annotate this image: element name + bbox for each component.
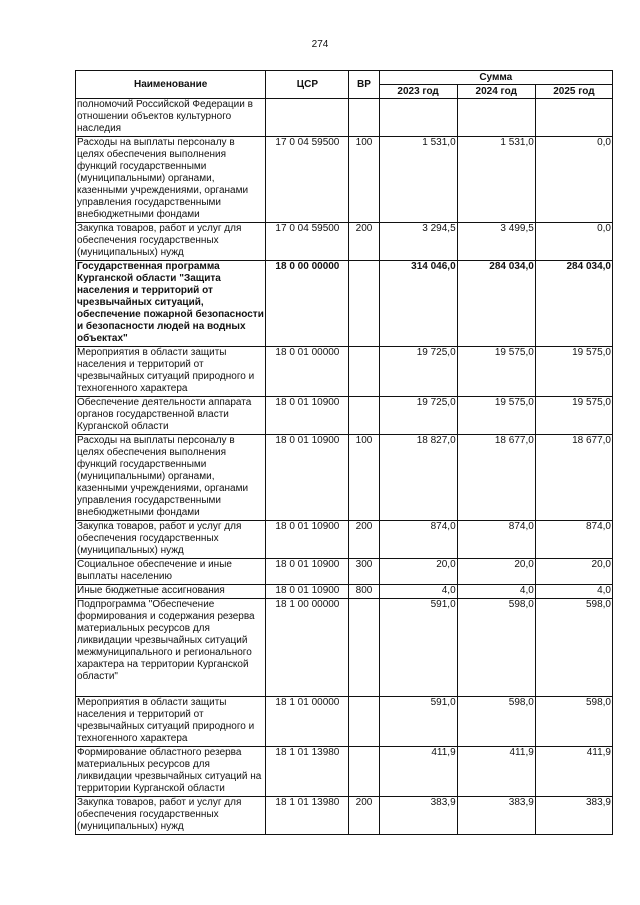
row-amount-2025-cell: 0,0 <box>535 137 612 223</box>
row-csr-cell: 18 0 01 10900 <box>266 397 349 435</box>
row-name-cell: Формирование областного резерва материальных ресурсов для ликвидации чрезвычайных ситуаций на территории Курганской области <box>76 747 266 797</box>
row-vr-cell <box>349 747 379 797</box>
table-row <box>76 99 613 137</box>
header-year-2023: 2023 год <box>379 85 457 99</box>
row-name-cell: Иные бюджетные ассигнования <box>76 585 266 599</box>
row-amount-2023-cell: 591,0 <box>379 599 457 697</box>
row-amount-2023-cell: 19 725,0 <box>379 397 457 435</box>
row-amount-2025-cell: 20,0 <box>535 559 612 585</box>
row-amount-2025-cell: 19 575,0 <box>535 347 612 397</box>
row-vr-cell <box>349 99 379 137</box>
row-amount-2023-cell: 3 294,5 <box>379 223 457 261</box>
table-row <box>76 397 613 435</box>
row-vr-cell: 200 <box>349 223 379 261</box>
row-amount-2025-cell: 4,0 <box>535 585 612 599</box>
header-name: Наименование <box>76 71 266 99</box>
page-number: 274 <box>311 39 329 50</box>
table-row <box>76 347 613 397</box>
row-amount-2024-cell: 1 531,0 <box>457 137 535 223</box>
budget-table <box>75 70 613 835</box>
row-vr-cell: 300 <box>349 559 379 585</box>
row-name-cell: Мероприятия в области защиты населения и территорий от чрезвычайных ситуаций природного и техногенного характера <box>76 697 266 747</box>
row-vr-cell: 200 <box>349 797 379 835</box>
row-amount-2024-cell: 3 499,5 <box>457 223 535 261</box>
row-csr-cell: 18 1 01 13980 <box>266 797 349 835</box>
row-csr-cell: 17 0 04 59500 <box>266 223 349 261</box>
row-amount-2024-cell: 20,0 <box>457 559 535 585</box>
row-name-cell: Мероприятия в области защиты населения и территорий от чрезвычайных ситуаций природного и техногенного характера <box>76 347 266 397</box>
row-name-cell: Закупка товаров, работ и услуг для обеспечения государственных (муниципальных) нужд <box>76 223 266 261</box>
row-vr-cell <box>349 397 379 435</box>
table-row <box>76 435 613 521</box>
row-amount-2024-cell: 18 677,0 <box>457 435 535 521</box>
table-row <box>76 585 613 599</box>
row-csr-cell: 18 0 00 00000 <box>266 261 349 347</box>
row-name-cell: Подпрограмма "Обеспечение формирования и содержания резерва материальных ресурсов для ликвидации чрезвычайных ситуаций межмуниципального и регионального характера на территории Курганской области" <box>76 599 266 697</box>
row-amount-2023-cell: 383,9 <box>379 797 457 835</box>
table-row <box>76 261 613 347</box>
row-amount-2025-cell: 383,9 <box>535 797 612 835</box>
row-name-cell: Обеспечение деятельности аппарата органов государственной власти Курганской области <box>76 397 266 435</box>
row-amount-2025-cell: 284 034,0 <box>535 261 612 347</box>
row-amount-2023-cell: 18 827,0 <box>379 435 457 521</box>
row-name-cell: Расходы на выплаты персоналу в целях обеспечения выполнения функций государственными (муниципальными) органами, казенными учреждениями, органами управления государственными внебюджетными фондами <box>76 137 266 223</box>
row-vr-cell <box>349 697 379 747</box>
row-amount-2025-cell: 598,0 <box>535 697 612 747</box>
row-vr-cell: 100 <box>349 435 379 521</box>
table-row <box>76 599 613 697</box>
row-amount-2025-cell: 19 575,0 <box>535 397 612 435</box>
row-vr-cell <box>349 261 379 347</box>
row-csr-cell: 18 0 01 00000 <box>266 347 349 397</box>
row-amount-2023-cell: 874,0 <box>379 521 457 559</box>
row-amount-2025-cell <box>535 99 612 137</box>
row-amount-2024-cell: 598,0 <box>457 697 535 747</box>
row-name-cell: Закупка товаров, работ и услуг для обеспечения государственных (муниципальных) нужд <box>76 797 266 835</box>
row-amount-2024-cell: 4,0 <box>457 585 535 599</box>
row-amount-2024-cell <box>457 99 535 137</box>
header-year-2025: 2025 год <box>535 85 612 99</box>
row-csr-cell <box>266 99 349 137</box>
header-csr: ЦСР <box>266 71 349 99</box>
row-amount-2023-cell: 314 046,0 <box>379 261 457 347</box>
row-amount-2023-cell <box>379 99 457 137</box>
header-sum: Сумма <box>379 71 612 85</box>
table-body <box>76 99 613 835</box>
header-year-2024: 2024 год <box>457 85 535 99</box>
row-csr-cell: 18 1 01 00000 <box>266 697 349 747</box>
row-csr-cell: 18 0 01 10900 <box>266 521 349 559</box>
row-amount-2023-cell: 19 725,0 <box>379 347 457 397</box>
table-row <box>76 559 613 585</box>
row-amount-2023-cell: 1 531,0 <box>379 137 457 223</box>
row-csr-cell: 18 0 01 10900 <box>266 435 349 521</box>
row-amount-2025-cell: 0,0 <box>535 223 612 261</box>
row-amount-2024-cell: 19 575,0 <box>457 397 535 435</box>
table-row <box>76 137 613 223</box>
row-amount-2025-cell: 598,0 <box>535 599 612 697</box>
row-amount-2023-cell: 20,0 <box>379 559 457 585</box>
row-amount-2024-cell: 598,0 <box>457 599 535 697</box>
row-csr-cell: 18 1 00 00000 <box>266 599 349 697</box>
row-amount-2024-cell: 19 575,0 <box>457 347 535 397</box>
row-csr-cell: 18 1 01 13980 <box>266 747 349 797</box>
table-row <box>76 697 613 747</box>
table-row <box>76 747 613 797</box>
row-name-cell: Расходы на выплаты персоналу в целях обеспечения выполнения функций государственными (муниципальными) органами, казенными учреждениями, органами управления государственными внебюджетными фондами <box>76 435 266 521</box>
row-csr-cell: 17 0 04 59500 <box>266 137 349 223</box>
row-amount-2025-cell: 18 677,0 <box>535 435 612 521</box>
row-name-cell: Закупка товаров, работ и услуг для обеспечения государственных (муниципальных) нужд <box>76 521 266 559</box>
row-csr-cell: 18 0 01 10900 <box>266 585 349 599</box>
row-amount-2024-cell: 284 034,0 <box>457 261 535 347</box>
table-row <box>76 797 613 835</box>
row-name-cell: полномочий Российской Федерации в отношении объектов культурного наследия <box>76 99 266 137</box>
row-vr-cell <box>349 599 379 697</box>
row-amount-2023-cell: 411,9 <box>379 747 457 797</box>
row-name-cell: Государственная программа Курганской области "Защита населения и территорий от чрезвычайных ситуаций, обеспечение пожарной безопасности и безопасности людей на водных объектах" <box>76 261 266 347</box>
row-vr-cell: 100 <box>349 137 379 223</box>
row-amount-2024-cell: 383,9 <box>457 797 535 835</box>
row-vr-cell <box>349 347 379 397</box>
row-amount-2024-cell: 874,0 <box>457 521 535 559</box>
row-name-cell: Социальное обеспечение и иные выплаты населению <box>76 559 266 585</box>
row-amount-2024-cell: 411,9 <box>457 747 535 797</box>
row-amount-2023-cell: 591,0 <box>379 697 457 747</box>
row-csr-cell: 18 0 01 10900 <box>266 559 349 585</box>
table-row <box>76 223 613 261</box>
row-amount-2025-cell: 411,9 <box>535 747 612 797</box>
row-amount-2023-cell: 4,0 <box>379 585 457 599</box>
row-vr-cell: 200 <box>349 521 379 559</box>
header-vr: ВР <box>349 71 379 99</box>
row-vr-cell: 800 <box>349 585 379 599</box>
table-row <box>76 521 613 559</box>
row-amount-2025-cell: 874,0 <box>535 521 612 559</box>
